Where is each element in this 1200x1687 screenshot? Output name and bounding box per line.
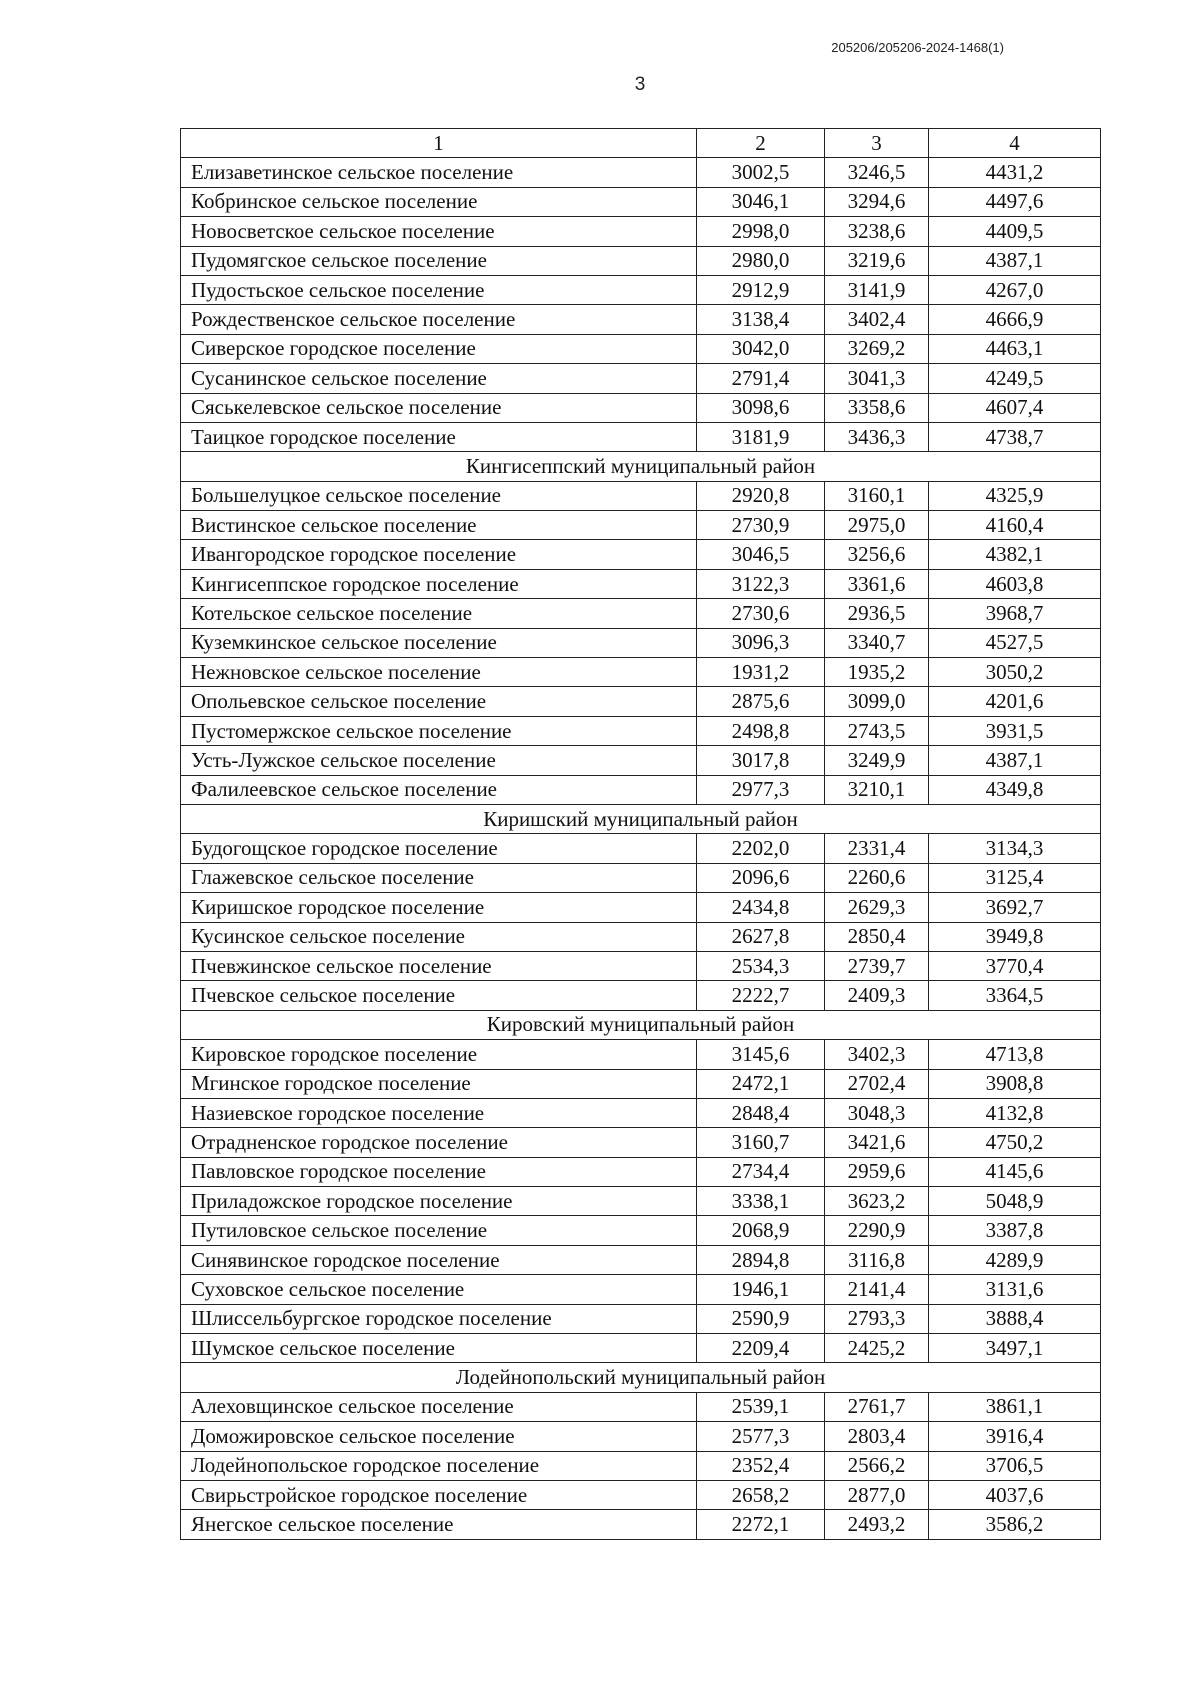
table-row — [181, 1245, 1101, 1274]
settlement-name: Рождественское сельское поселение — [181, 305, 697, 334]
settlement-name: Путиловское сельское поселение — [181, 1216, 697, 1245]
value-col-4: 4603,8 — [929, 569, 1101, 598]
value-col-3: 2409,3 — [825, 981, 929, 1010]
settlement-name: Пчевжинское сельское поселение — [181, 951, 697, 980]
value-col-2: 3098,6 — [697, 393, 825, 422]
settlement-name: Большелуцкое сельское поселение — [181, 481, 697, 510]
value-col-2: 1946,1 — [697, 1275, 825, 1304]
value-col-3: 2425,2 — [825, 1334, 929, 1363]
settlement-name: Новосветское сельское поселение — [181, 217, 697, 246]
value-col-4: 4713,8 — [929, 1040, 1101, 1069]
value-col-4: 3131,6 — [929, 1275, 1101, 1304]
table-row — [181, 1098, 1101, 1127]
value-col-3: 3048,3 — [825, 1098, 929, 1127]
settlement-name: Кировское городское поселение — [181, 1040, 697, 1069]
table-row — [181, 863, 1101, 892]
settlement-name: Вистинское сельское поселение — [181, 511, 697, 540]
value-col-2: 2202,0 — [697, 834, 825, 863]
value-col-3: 3041,3 — [825, 364, 929, 393]
settlement-name: Шлиссельбургское городское поселение — [181, 1304, 697, 1333]
district-row — [181, 804, 1101, 833]
value-col-2: 2068,9 — [697, 1216, 825, 1245]
value-col-2: 2222,7 — [697, 981, 825, 1010]
value-col-4: 3497,1 — [929, 1334, 1101, 1363]
district-row — [181, 1363, 1101, 1392]
value-col-3: 2936,5 — [825, 599, 929, 628]
value-col-3: 3361,6 — [825, 569, 929, 598]
settlement-name: Мгинское городское поселение — [181, 1069, 697, 1098]
value-col-4: 4037,6 — [929, 1480, 1101, 1509]
settlement-name: Суховское сельское поселение — [181, 1275, 697, 1304]
settlement-name: Пудостьское сельское поселение — [181, 275, 697, 304]
settlement-name: Сиверское городское поселение — [181, 334, 697, 363]
settlement-name: Янегское сельское поселение — [181, 1510, 697, 1539]
settlement-name: Синявинское городское поселение — [181, 1245, 697, 1274]
value-col-3: 2260,6 — [825, 863, 929, 892]
value-col-2: 3042,0 — [697, 334, 825, 363]
value-col-4: 4387,1 — [929, 746, 1101, 775]
value-col-3: 3160,1 — [825, 481, 929, 510]
value-col-4: 4497,6 — [929, 187, 1101, 216]
value-col-4: 4382,1 — [929, 540, 1101, 569]
settlement-name: Пчевское сельское поселение — [181, 981, 697, 1010]
value-col-3: 3340,7 — [825, 628, 929, 657]
value-col-3: 3402,3 — [825, 1040, 929, 1069]
value-col-3: 2629,3 — [825, 893, 929, 922]
table-row — [181, 334, 1101, 363]
settlement-name: Кингисеппское городское поселение — [181, 569, 697, 598]
value-col-3: 3294,6 — [825, 187, 929, 216]
value-col-3: 2793,3 — [825, 1304, 929, 1333]
table-row — [181, 775, 1101, 804]
value-col-3: 3099,0 — [825, 687, 929, 716]
value-col-2: 2209,4 — [697, 1334, 825, 1363]
value-col-4: 3134,3 — [929, 834, 1101, 863]
district-name: Кингисеппский муниципальный район — [181, 452, 1101, 481]
table-row — [181, 158, 1101, 187]
table-row — [181, 746, 1101, 775]
settlement-name: Отрадненское городское поселение — [181, 1128, 697, 1157]
value-col-3: 3219,6 — [825, 246, 929, 275]
value-col-2: 2096,6 — [697, 863, 825, 892]
value-col-3: 3141,9 — [825, 275, 929, 304]
table-row — [181, 1128, 1101, 1157]
value-col-3: 2702,4 — [825, 1069, 929, 1098]
table-row — [181, 1157, 1101, 1186]
settlement-name: Кобринское сельское поселение — [181, 187, 697, 216]
table-row — [181, 217, 1101, 246]
district-name: Лодейнопольский муниципальный район — [181, 1363, 1101, 1392]
value-col-3: 3116,8 — [825, 1245, 929, 1274]
table-row — [181, 481, 1101, 510]
settlement-name: Назиевское городское поселение — [181, 1098, 697, 1127]
value-col-3: 3421,6 — [825, 1128, 929, 1157]
settlement-name: Куземкинское сельское поселение — [181, 628, 697, 657]
table-row — [181, 658, 1101, 687]
document-id: 205206/205206-2024-1468(1) — [831, 40, 1004, 55]
value-col-2: 2875,6 — [697, 687, 825, 716]
value-col-2: 3002,5 — [697, 158, 825, 187]
value-col-4: 3692,7 — [929, 893, 1101, 922]
value-col-2: 3122,3 — [697, 569, 825, 598]
value-col-4: 3949,8 — [929, 922, 1101, 951]
table-row — [181, 951, 1101, 980]
value-col-2: 3160,7 — [697, 1128, 825, 1157]
table-row — [181, 1187, 1101, 1216]
value-col-4: 3931,5 — [929, 716, 1101, 745]
value-col-2: 3145,6 — [697, 1040, 825, 1069]
value-col-2: 2920,8 — [697, 481, 825, 510]
page-number: 3 — [634, 74, 646, 95]
value-col-3: 2493,2 — [825, 1510, 929, 1539]
settlement-name: Свирьстройское городское поселение — [181, 1480, 697, 1509]
value-col-2: 2472,1 — [697, 1069, 825, 1098]
value-col-2: 3096,3 — [697, 628, 825, 657]
value-col-2: 2912,9 — [697, 275, 825, 304]
settlement-name: Таицкое городское поселение — [181, 422, 697, 451]
value-col-4: 3125,4 — [929, 863, 1101, 892]
value-col-2: 3181,9 — [697, 422, 825, 451]
table-row — [181, 628, 1101, 657]
table-row — [181, 1480, 1101, 1509]
value-col-4: 3916,4 — [929, 1422, 1101, 1451]
table-row — [181, 1069, 1101, 1098]
value-col-2: 2434,8 — [697, 893, 825, 922]
value-col-4: 4201,6 — [929, 687, 1101, 716]
settlement-name: Приладожское городское поселение — [181, 1187, 697, 1216]
table-row — [181, 422, 1101, 451]
value-col-3: 2739,7 — [825, 951, 929, 980]
settlement-name: Усть-Лужское сельское поселение — [181, 746, 697, 775]
table-row — [181, 922, 1101, 951]
value-col-3: 2959,6 — [825, 1157, 929, 1186]
settlement-name: Нежновское сельское поселение — [181, 658, 697, 687]
value-col-3: 2331,4 — [825, 834, 929, 863]
value-col-3: 3269,2 — [825, 334, 929, 363]
column-header-3: 3 — [825, 129, 929, 158]
settlement-name: Кусинское сельское поселение — [181, 922, 697, 951]
value-col-2: 2534,3 — [697, 951, 825, 980]
value-col-4: 4249,5 — [929, 364, 1101, 393]
district-name: Киришский муниципальный район — [181, 804, 1101, 833]
settlement-name: Пустомержское сельское поселение — [181, 716, 697, 745]
settlement-name: Павловское городское поселение — [181, 1157, 697, 1186]
value-col-3: 2975,0 — [825, 511, 929, 540]
table-row — [181, 687, 1101, 716]
table-row — [181, 1451, 1101, 1480]
value-col-2: 2894,8 — [697, 1245, 825, 1274]
value-col-4: 4325,9 — [929, 481, 1101, 510]
settlement-name: Пудомягское сельское поселение — [181, 246, 697, 275]
table-row — [181, 599, 1101, 628]
settlement-name: Доможировское сельское поселение — [181, 1422, 697, 1451]
table-row — [181, 187, 1101, 216]
table-body — [181, 158, 1101, 1539]
table-row — [181, 393, 1101, 422]
value-col-4: 4145,6 — [929, 1157, 1101, 1186]
value-col-3: 3246,5 — [825, 158, 929, 187]
settlement-name: Котельское сельское поселение — [181, 599, 697, 628]
value-col-2: 2272,1 — [697, 1510, 825, 1539]
value-col-2: 2730,6 — [697, 599, 825, 628]
value-col-4: 4132,8 — [929, 1098, 1101, 1127]
value-col-3: 3402,4 — [825, 305, 929, 334]
value-col-4: 3968,7 — [929, 599, 1101, 628]
table-row — [181, 834, 1101, 863]
value-col-4: 3586,2 — [929, 1510, 1101, 1539]
settlement-name: Опольевское сельское поселение — [181, 687, 697, 716]
value-col-3: 2803,4 — [825, 1422, 929, 1451]
value-col-3: 3256,6 — [825, 540, 929, 569]
value-col-4: 3888,4 — [929, 1304, 1101, 1333]
value-col-2: 2791,4 — [697, 364, 825, 393]
value-col-4: 4750,2 — [929, 1128, 1101, 1157]
table-row — [181, 246, 1101, 275]
table-row — [181, 540, 1101, 569]
settlement-name: Фалилеевское сельское поселение — [181, 775, 697, 804]
value-col-3: 2850,4 — [825, 922, 929, 951]
table-row — [181, 1216, 1101, 1245]
settlement-name: Лодейнопольское городское поселение — [181, 1451, 697, 1480]
settlement-name: Сусанинское сельское поселение — [181, 364, 697, 393]
value-col-4: 5048,9 — [929, 1187, 1101, 1216]
value-col-3: 2566,2 — [825, 1451, 929, 1480]
settlement-name: Шумское сельское поселение — [181, 1334, 697, 1363]
table-row — [181, 1304, 1101, 1333]
value-col-4: 4463,1 — [929, 334, 1101, 363]
settlement-name: Будогощское городское поселение — [181, 834, 697, 863]
settlement-name: Сяськелевское сельское поселение — [181, 393, 697, 422]
value-col-4: 4349,8 — [929, 775, 1101, 804]
value-col-4: 3364,5 — [929, 981, 1101, 1010]
value-col-3: 2761,7 — [825, 1392, 929, 1421]
value-col-4: 4289,9 — [929, 1245, 1101, 1274]
value-col-2: 2658,2 — [697, 1480, 825, 1509]
table-row — [181, 1510, 1101, 1539]
column-header-1: 1 — [181, 129, 697, 158]
value-col-2: 2977,3 — [697, 775, 825, 804]
value-col-3: 3238,6 — [825, 217, 929, 246]
district-name: Кировский муниципальный район — [181, 1010, 1101, 1039]
value-col-2: 2980,0 — [697, 246, 825, 275]
settlements-table — [180, 128, 1101, 1540]
column-header-2: 2 — [697, 129, 825, 158]
settlement-name: Алеховщинское сельское поселение — [181, 1392, 697, 1421]
district-row — [181, 1010, 1101, 1039]
value-col-2: 2590,9 — [697, 1304, 825, 1333]
value-col-2: 3017,8 — [697, 746, 825, 775]
value-col-2: 3138,4 — [697, 305, 825, 334]
value-col-3: 2141,4 — [825, 1275, 929, 1304]
value-col-2: 2352,4 — [697, 1451, 825, 1480]
value-col-4: 4387,1 — [929, 246, 1101, 275]
settlement-name: Глажевское сельское поселение — [181, 863, 697, 892]
value-col-4: 4738,7 — [929, 422, 1101, 451]
table-row — [181, 1040, 1101, 1069]
column-header-4: 4 — [929, 129, 1101, 158]
table-row — [181, 716, 1101, 745]
value-col-2: 1931,2 — [697, 658, 825, 687]
table-row — [181, 1334, 1101, 1363]
value-col-4: 4409,5 — [929, 217, 1101, 246]
value-col-2: 2539,1 — [697, 1392, 825, 1421]
district-row — [181, 452, 1101, 481]
value-col-2: 2848,4 — [697, 1098, 825, 1127]
table-row — [181, 1275, 1101, 1304]
value-col-2: 2730,9 — [697, 511, 825, 540]
value-col-3: 3358,6 — [825, 393, 929, 422]
table-row — [181, 511, 1101, 540]
value-col-4: 3861,1 — [929, 1392, 1101, 1421]
settlement-name: Киришское городское поселение — [181, 893, 697, 922]
value-col-2: 2998,0 — [697, 217, 825, 246]
value-col-3: 3210,1 — [825, 775, 929, 804]
table-row — [181, 569, 1101, 598]
value-col-3: 2743,5 — [825, 716, 929, 745]
value-col-4: 3706,5 — [929, 1451, 1101, 1480]
settlement-name: Ивангородское городское поселение — [181, 540, 697, 569]
value-col-2: 3046,5 — [697, 540, 825, 569]
table-row — [181, 275, 1101, 304]
value-col-3: 2877,0 — [825, 1480, 929, 1509]
value-col-3: 2290,9 — [825, 1216, 929, 1245]
value-col-4: 3387,8 — [929, 1216, 1101, 1245]
table-row — [181, 364, 1101, 393]
value-col-4: 3770,4 — [929, 951, 1101, 980]
table-row — [181, 1422, 1101, 1451]
value-col-3: 3436,3 — [825, 422, 929, 451]
table-row — [181, 893, 1101, 922]
value-col-3: 3623,2 — [825, 1187, 929, 1216]
value-col-4: 4160,4 — [929, 511, 1101, 540]
value-col-4: 4527,5 — [929, 628, 1101, 657]
value-col-4: 4431,2 — [929, 158, 1101, 187]
table-header-row — [181, 129, 1101, 158]
value-col-4: 4607,4 — [929, 393, 1101, 422]
value-col-3: 3249,9 — [825, 746, 929, 775]
settlement-name: Елизаветинское сельское поселение — [181, 158, 697, 187]
value-col-4: 3908,8 — [929, 1069, 1101, 1098]
table-row — [181, 305, 1101, 334]
value-col-2: 3046,1 — [697, 187, 825, 216]
value-col-3: 1935,2 — [825, 658, 929, 687]
value-col-4: 3050,2 — [929, 658, 1101, 687]
value-col-2: 2577,3 — [697, 1422, 825, 1451]
value-col-4: 4666,9 — [929, 305, 1101, 334]
table-row — [181, 1392, 1101, 1421]
value-col-2: 2627,8 — [697, 922, 825, 951]
table-row — [181, 981, 1101, 1010]
value-col-2: 2734,4 — [697, 1157, 825, 1186]
value-col-2: 3338,1 — [697, 1187, 825, 1216]
value-col-2: 2498,8 — [697, 716, 825, 745]
value-col-4: 4267,0 — [929, 275, 1101, 304]
